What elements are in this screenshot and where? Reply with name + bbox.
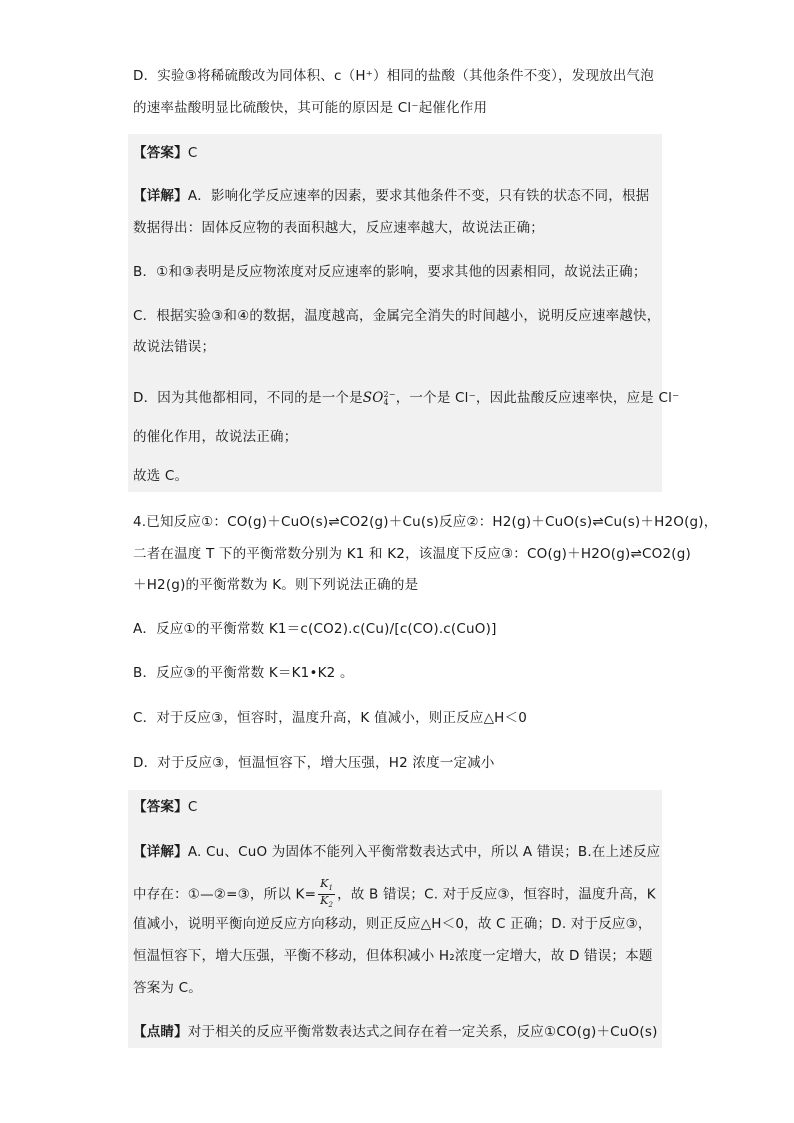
q3-detail-a-line1 xyxy=(133,186,649,206)
note-tag: 【点睛】 xyxy=(133,1024,188,1040)
q3-detail-c-line1: C．根据实验③和④的数据，温度越高，金属完全消失的时间越小，说明反应速率越快， xyxy=(133,308,661,324)
detail-line2-pre: 中存在：①—②=③，所以 K= xyxy=(133,886,317,903)
detail-text: A. Cu、CuO 为固体不能列入平衡常数表达式中，所以 A 错误；B.在上述反应 xyxy=(187,844,661,860)
detail-line2-post: ，故 B 错误；C. 对于反应③，恒容时，温度升高，K xyxy=(337,886,656,903)
q4-detail-line4: 恒温恒容下，增大压强，平衡不移动，但体积减小 H₂浓度一定增大，故 D 错误；本题 xyxy=(133,948,653,964)
q4-option-c: C．对于反应③，恒容时，温度升高，K 值减小，则正反应△H＜0 xyxy=(133,710,527,726)
detail-d-post: ，一个是 Cl⁻，因此盐酸反应速率快，应是 Cl⁻ xyxy=(395,390,680,406)
q4-stem-line2: 二者在温度 T 下的平衡常数分别为 K1 和 K2，该温度下反应③：CO(g)＋H2O(g)⇌CO2(g) xyxy=(133,546,691,562)
q3-conclusion: 故选 C。 xyxy=(133,468,189,484)
answer-tag: 【答案】 xyxy=(133,799,188,815)
q4-detail-line5: 答案为 C。 xyxy=(133,980,202,996)
q4-option-d: D．对于反应③，恒温恒容下，增大压强，H2 浓度一定减小 xyxy=(133,755,495,771)
q4-answer xyxy=(133,797,197,817)
detail-tag: 【详解】 xyxy=(133,188,188,204)
q4-detail-line2 xyxy=(133,878,656,911)
q4-stem-line1: 4.已知反应①：CO(g)＋CuO(s)⇌CO2(g)＋Cu(s)反应②：H2(g)＋CuO(s)⇌Cu(s)＋H2O(g)， xyxy=(133,514,718,530)
q3-detail-d-line1 xyxy=(133,388,679,408)
q4-stem-line3: ＋H2(g)的平衡常数为 K。则下列说法正确的是 xyxy=(133,577,419,593)
q4-detail-line3: 值减小，说明平衡向逆反应方向移动，则正反应△H＜0，故 C 正确；D. 对于反应③， xyxy=(133,916,652,932)
q3-detail-d-line2: 的催化作用，故说法正确； xyxy=(133,429,298,445)
q3-option-d-line2: 的速率盐酸明显比硫酸快，其可能的原因是 Cl⁻起催化作用 xyxy=(133,100,488,116)
k-ratio-fraction: $\frac{K_1}{K_2}$ xyxy=(320,877,334,910)
sulfate-formula: SO 2− 4 xyxy=(362,389,396,407)
answer-value: C xyxy=(187,145,198,161)
q4-note-line1 xyxy=(133,1022,658,1042)
q3-detail-b-line1: B．①和③表明是反应物浓度对反应速率的影响，要求其他的因素相同，故说法正确； xyxy=(133,264,647,280)
answer-tag: 【答案】 xyxy=(133,145,188,161)
q4-option-b: B．反应③的平衡常数 K＝K1•K2 。 xyxy=(133,665,354,681)
note-text: 对于相关的反应平衡常数表达式之间存在着一定关系，反应①CO(g)＋CuO(s) xyxy=(187,1024,658,1040)
q3-detail-a-line2: 数据得出：固体反应物的表面积越大，反应速率越大，故说法正确； xyxy=(133,220,544,236)
detail-d-pre: D．因为其他都相同，不同的是一个是 xyxy=(133,390,363,406)
q4-detail-line1 xyxy=(133,842,660,862)
detail-tag: 【详解】 xyxy=(133,844,188,860)
detail-text: A．影响化学反应速率的因素，要求其他条件不变，只有铁的状态不同，根据 xyxy=(187,188,650,204)
q3-answer xyxy=(133,143,197,163)
answer-value: C xyxy=(187,799,198,815)
q4-option-a: A．反应①的平衡常数 K1＝c(CO2).c(Cu)/[c(CO).c(CuO)] xyxy=(133,621,497,637)
q3-detail-c-line2: 故说法错误； xyxy=(133,339,216,355)
q3-option-d-line1: D．实验③将稀硫酸改为同体积、c（H⁺）相同的盐酸（其他条件不变），发现放出气泡 xyxy=(133,68,654,84)
